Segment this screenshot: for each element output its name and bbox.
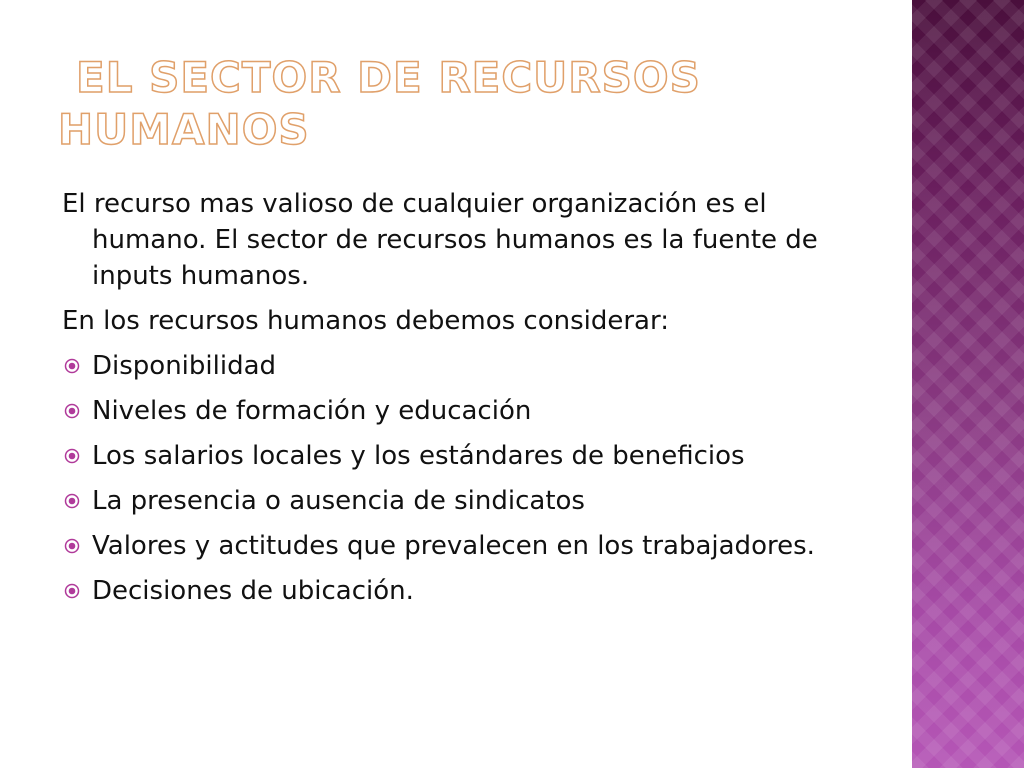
circle-dot-icon bbox=[64, 583, 80, 599]
bullet-text: Decisiones de ubicación. bbox=[92, 576, 414, 606]
slide-body bbox=[62, 186, 872, 618]
circle-dot-icon bbox=[64, 358, 80, 374]
circle-dot-icon bbox=[64, 493, 80, 509]
consider-paragraph: En los recursos humanos debemos considerar: bbox=[62, 306, 669, 336]
bullet-text: Disponibilidad bbox=[92, 351, 277, 381]
bullet-item bbox=[62, 483, 872, 519]
bullet-item bbox=[62, 348, 872, 384]
slide-title bbox=[58, 52, 878, 156]
circle-dot-icon bbox=[64, 538, 80, 554]
intro-paragraph: El recurso mas valioso de cualquier organización es el humano. El sector de recursos humanos es la fuente de inputs humanos. bbox=[62, 189, 818, 291]
slide-title-line-1: EL SECTOR DE RECURSOS bbox=[76, 53, 701, 102]
slide-title-line-2: HUMANOS bbox=[58, 105, 310, 154]
bullet-text: Los salarios locales y los estándares de beneficios bbox=[92, 441, 745, 471]
circle-dot-icon bbox=[64, 403, 80, 419]
decorative-side-band bbox=[912, 0, 1024, 768]
bullet-item bbox=[62, 573, 872, 609]
bullet-item bbox=[62, 438, 872, 474]
bullet-text: Niveles de formación y educación bbox=[92, 396, 532, 426]
bullet-text: Valores y actitudes que prevalecen en los trabajadores. bbox=[92, 531, 815, 561]
bullet-item bbox=[62, 393, 872, 429]
bullet-text: La presencia o ausencia de sindicatos bbox=[92, 486, 585, 516]
bullet-item bbox=[62, 528, 872, 564]
circle-dot-icon bbox=[64, 448, 80, 464]
